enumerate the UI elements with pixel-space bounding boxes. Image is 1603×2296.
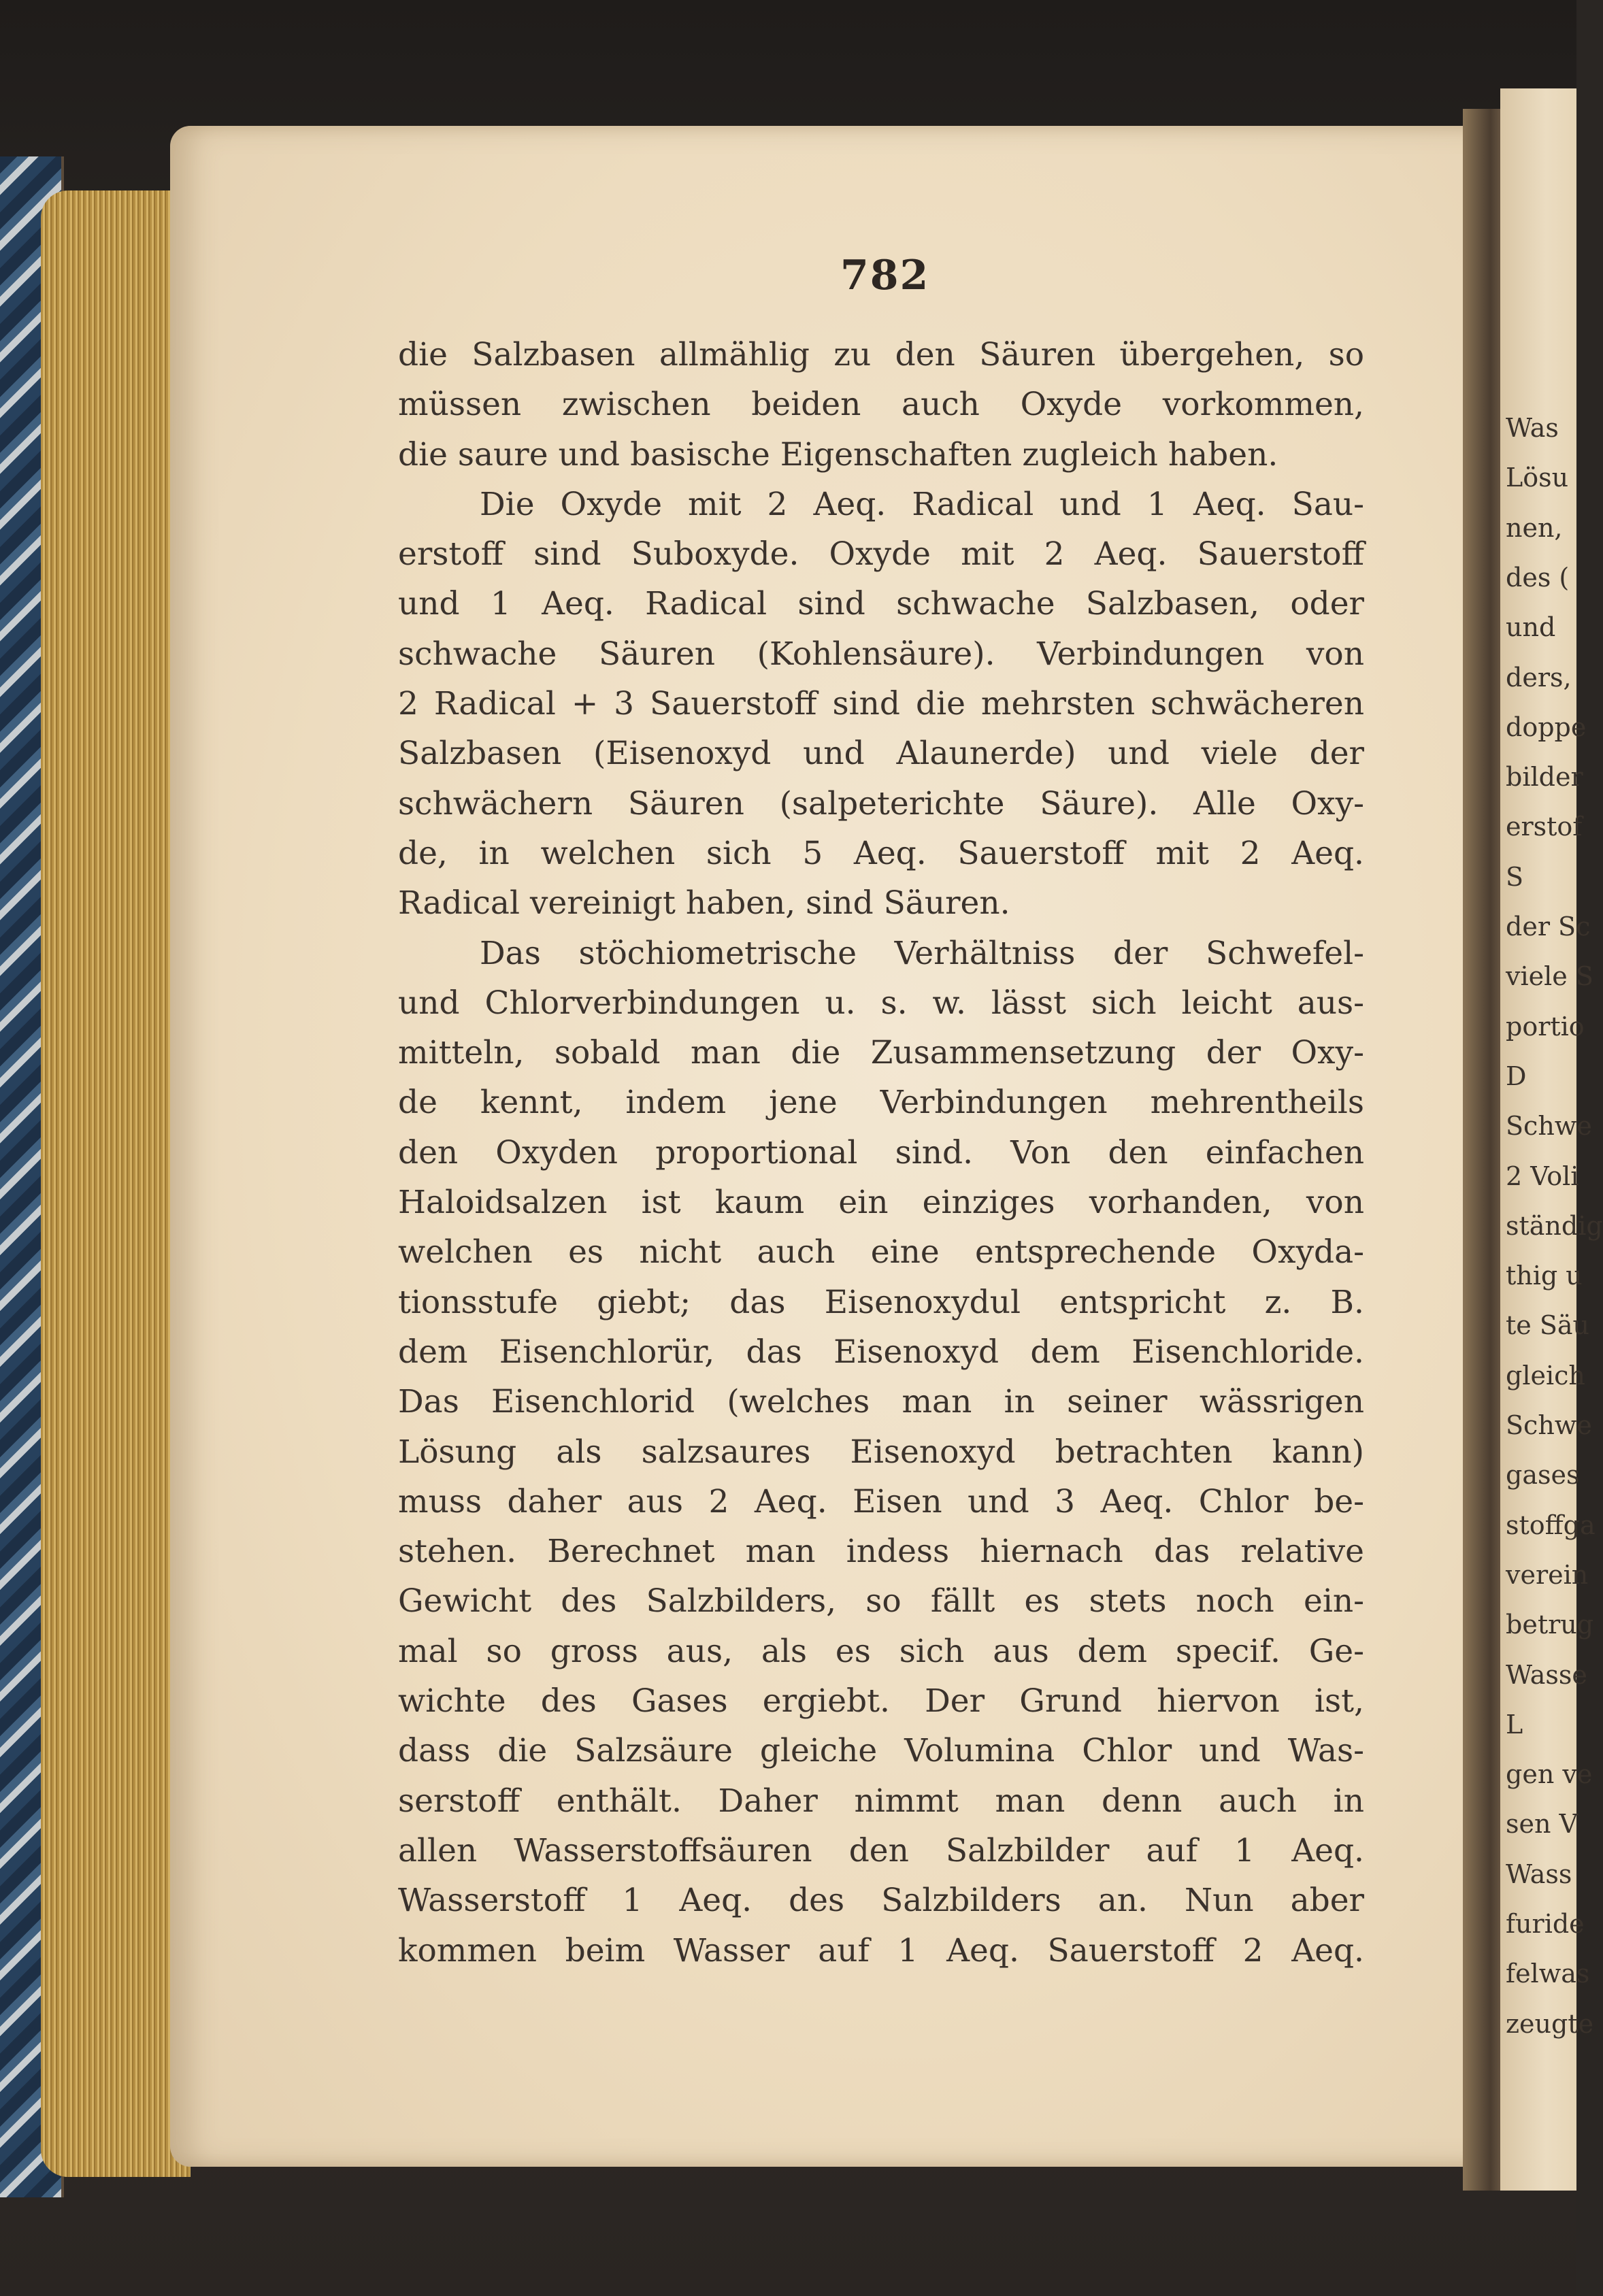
text-line: den Oxyden proportional sind. Von den einfachen bbox=[398, 1133, 1364, 1171]
next-page-fragment: betrug bbox=[1506, 1610, 1594, 1640]
next-page-fragment: D bbox=[1506, 1061, 1527, 1091]
text-line: erstoff sind Suboxyde. Oxyde mit 2 Aeq. Sauerstoff bbox=[398, 535, 1364, 573]
next-page-fragment: sen V bbox=[1506, 1809, 1578, 1840]
text-line: schwache Säuren (Kohlensäure). Verbindungen von bbox=[398, 635, 1364, 673]
next-page-fragment: gases bbox=[1506, 1460, 1580, 1491]
text-line: wichte des Gases ergiebt. Der Grund hiervon ist, bbox=[398, 1682, 1364, 1720]
next-page-fragment: furide bbox=[1506, 1909, 1585, 1939]
next-page-fragment: des ( bbox=[1506, 562, 1570, 593]
next-page-fragment: ders, bbox=[1506, 662, 1572, 693]
text-line: schwächern Säuren (salpeterichte Säure). Alle Oxy- bbox=[398, 784, 1364, 822]
next-page-fragment: bilder bbox=[1506, 762, 1583, 793]
next-page-fragment: S bbox=[1506, 861, 1524, 892]
text-line: und 1 Aeq. Radical sind schwache Salzbasen, oder bbox=[398, 585, 1364, 623]
text-line: Die Oxyde mit 2 Aeq. Radical und 1 Aeq. Sau- bbox=[480, 485, 1364, 523]
next-page-fragment: Wass bbox=[1506, 1859, 1572, 1889]
next-page-fragment: doppe bbox=[1506, 712, 1587, 742]
text-line: kommen beim Wasser auf 1 Aeq. Sauerstoff 2 Aeq. bbox=[398, 1931, 1364, 1969]
text-line: welchen es nicht auch eine entsprechende Oxyda- bbox=[398, 1233, 1364, 1271]
body-text bbox=[398, 330, 1364, 1976]
next-page-fragment: viele S bbox=[1506, 961, 1593, 992]
next-page-fragment: 2 Voli bbox=[1506, 1161, 1579, 1191]
text-line: die saure und basische Eigenschaften zugleich haben. bbox=[398, 435, 1278, 473]
text-line: Gewicht des Salzbilders, so fällt es stets noch ein- bbox=[398, 1582, 1364, 1620]
text-line: Radical vereinigt haben, sind Säuren. bbox=[398, 884, 1010, 922]
text-line: Haloidsalzen ist kaum ein einziges vorhanden, von bbox=[398, 1184, 1364, 1222]
text-line: de, in welchen sich 5 Aeq. Sauerstoff mit 2 Aeq. bbox=[398, 834, 1364, 872]
text-line: mitteln, sobald man die Zusammensetzung der Oxy- bbox=[398, 1034, 1364, 1072]
next-page-fragment: verein bbox=[1506, 1559, 1589, 1590]
next-page-fragment: Lösu bbox=[1506, 463, 1569, 493]
next-page-fragment: der Sc bbox=[1506, 912, 1591, 942]
text-line: 2 Radical + 3 Sauerstoff sind die mehrsten schwächeren bbox=[398, 685, 1364, 723]
text-line: stehen. Berechnet man indess hiernach das relative bbox=[398, 1533, 1364, 1571]
text-line: müssen zwischen beiden auch Oxyde vorkommen, bbox=[398, 386, 1364, 424]
next-page-fragment: stoffga bbox=[1506, 1510, 1596, 1540]
text-line: Salzbasen (Eisenoxyd und Alaunerde) und viele der bbox=[398, 735, 1364, 773]
text-line: Das Eisenchlorid (welches man in seiner wässrigen bbox=[398, 1383, 1364, 1421]
next-page-fragment: und bbox=[1506, 612, 1556, 643]
text-line: tionsstufe giebt; das Eisenoxydul entspricht z. B. bbox=[398, 1283, 1364, 1321]
text-line: und Chlorverbindungen u. s. w. lässt sich leicht aus- bbox=[398, 984, 1364, 1022]
next-page-fragment: nen, bbox=[1506, 512, 1563, 543]
next-page-fragment: felwas bbox=[1506, 1959, 1590, 1989]
text-line: serstoff enthält. Daher nimmt man denn auch in bbox=[398, 1782, 1364, 1820]
text-line: muss daher aus 2 Aeq. Eisen und 3 Aeq. Chlor be- bbox=[398, 1482, 1364, 1520]
text-line: dass die Salzsäure gleiche Volumina Chlor und Was- bbox=[398, 1732, 1364, 1770]
text-line: dem Eisenchlorür, das Eisenoxyd dem Eisenchloride. bbox=[398, 1333, 1364, 1371]
next-page-fragment: Was bbox=[1506, 413, 1559, 443]
text-line: Lösung als salzsaures Eisenoxyd betrachten kann) bbox=[398, 1433, 1364, 1471]
next-page-fragment: Schwe bbox=[1506, 1410, 1592, 1440]
next-page-edge bbox=[1500, 88, 1603, 2191]
page-number: 782 bbox=[840, 252, 930, 299]
next-page-fragment: portio bbox=[1506, 1011, 1585, 1042]
text-line: allen Wasserstoffsäuren den Salzbilder auf 1 Aeq. bbox=[398, 1831, 1364, 1869]
text-line: de kennt, indem jene Verbindungen mehrentheils bbox=[398, 1084, 1364, 1122]
next-page-fragment: ständig bbox=[1506, 1210, 1603, 1241]
next-page-fragment: te Säu bbox=[1506, 1310, 1589, 1341]
next-page-fragment: Wasse bbox=[1506, 1659, 1587, 1690]
next-page-fragment: thig u bbox=[1506, 1261, 1583, 1291]
page-edges bbox=[41, 190, 191, 2177]
text-line: mal so gross aus, als es sich aus dem specif. Ge- bbox=[398, 1632, 1364, 1670]
next-page-fragment: gen ve bbox=[1506, 1759, 1593, 1790]
next-page-fragment: Schwe bbox=[1506, 1111, 1592, 1142]
text-line: Wasserstoff 1 Aeq. des Salzbilders an. Nun aber bbox=[398, 1882, 1364, 1920]
text-line: Das stöchiometrische Verhältniss der Schwefel- bbox=[480, 934, 1364, 972]
next-page-fragment: erstof bbox=[1506, 812, 1583, 842]
next-page-fragment: zeugte bbox=[1506, 2008, 1594, 2039]
next-page-fragment: L bbox=[1506, 1709, 1523, 1740]
text-line: die Salzbasen allmählig zu den Säuren übergehen, so bbox=[398, 336, 1364, 373]
next-page-fragment: gleich bbox=[1506, 1360, 1585, 1391]
